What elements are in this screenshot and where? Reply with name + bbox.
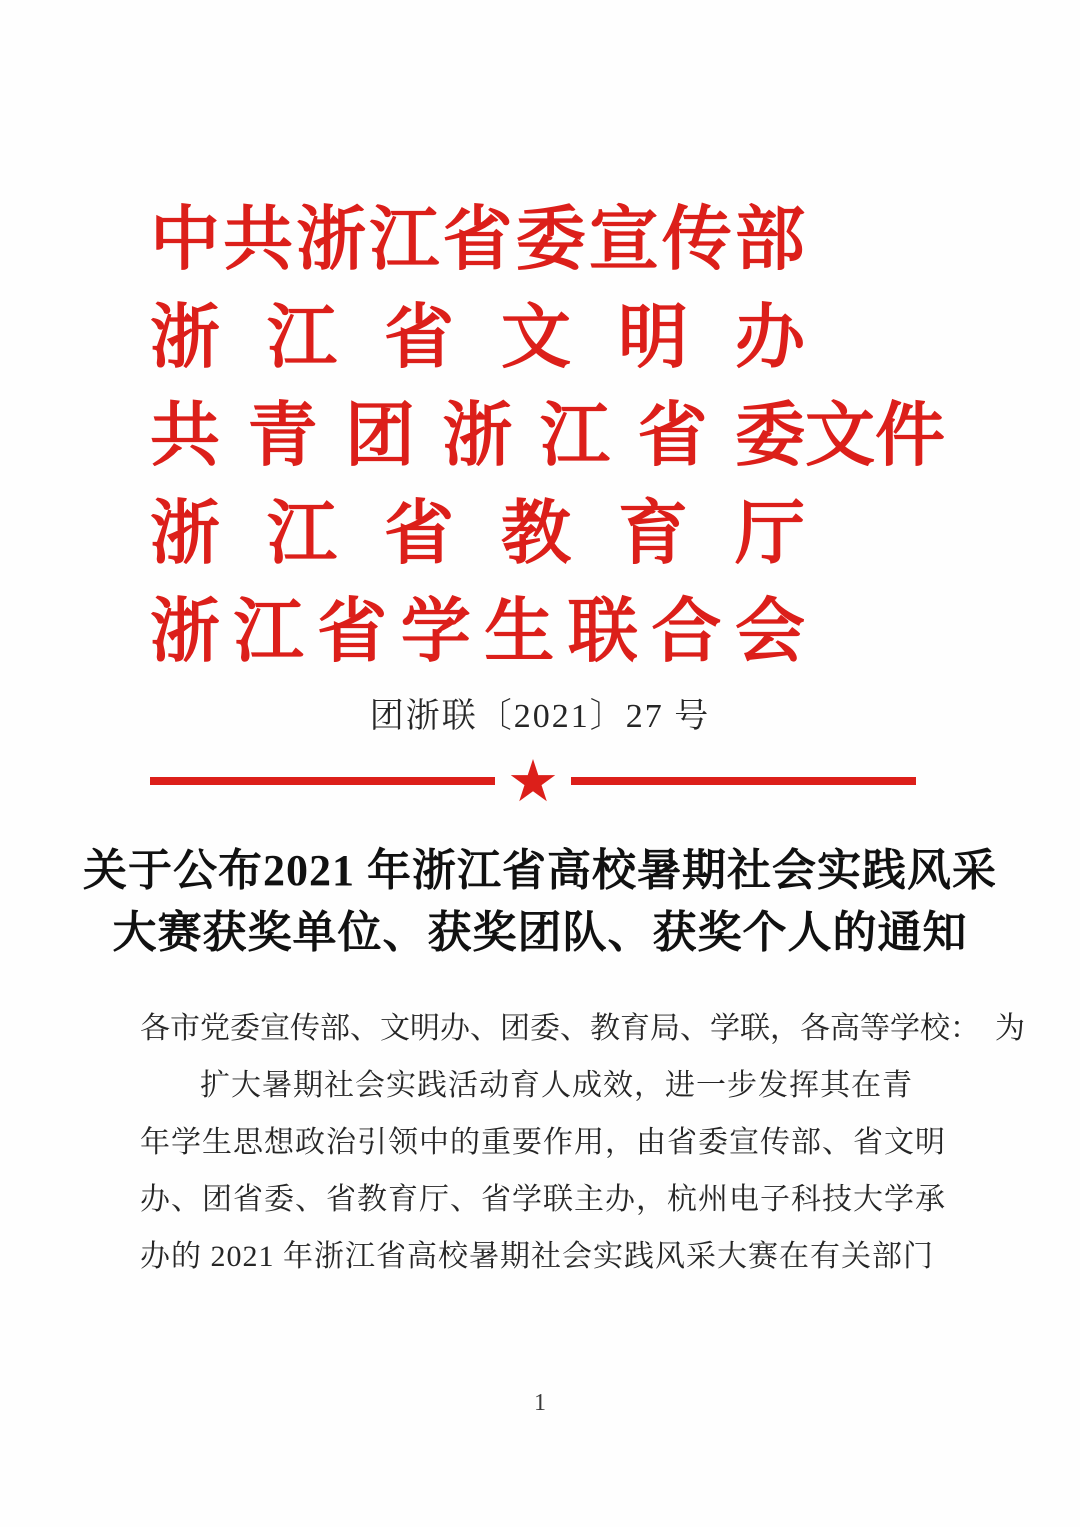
body-line-4: 办、团省委、省教育厅、省学联主办，杭州电子科技大学承 (140, 1183, 946, 1216)
body-line-2: 扩大暑期社会实践活动育人成效，进一步发挥其在青 (200, 1069, 913, 1102)
document-title-line-1: 关于公布2021 年浙江省高校暑期社会实践风采 (83, 846, 997, 895)
org-name-line-3-main: 共青团浙江省委 (150, 398, 805, 475)
org-name-line-5: 浙江省学生联合会 (150, 594, 805, 671)
red-divider (150, 747, 916, 815)
org-name-line-3-suffix: 文件 (805, 398, 945, 475)
org-name-line-1: 中共浙江省委宣传部 (150, 202, 805, 279)
body-line-5: 办的 2021 年浙江省高校暑期社会实践风采大赛在有关部门 (140, 1240, 934, 1273)
divider-bar-left (150, 777, 495, 785)
document-title (0, 840, 1080, 964)
letterhead (150, 192, 960, 682)
document-title-line-2: 大赛获奖单位、获奖团队、获奖个人的通知 (112, 908, 968, 957)
body-line-1: 各市党委宣传部、文明办、团委、教育局、学联，各高等学校： 为 (140, 1012, 1025, 1045)
page-number: 1 (534, 1390, 546, 1416)
org-name-line-4: 浙江省教育厅 (150, 496, 805, 573)
document-body (140, 1000, 1025, 1285)
star-icon: ★ (507, 747, 559, 815)
body-line-3: 年学生思想政治引领中的重要作用，由省委宣传部、省文明 (140, 1126, 946, 1159)
divider-bar-right (571, 777, 916, 785)
org-name-line-2: 浙江省文明办 (150, 300, 805, 377)
document-number: 团浙联〔2021〕27 号 (369, 698, 711, 735)
org-name-line-3 (150, 388, 960, 486)
